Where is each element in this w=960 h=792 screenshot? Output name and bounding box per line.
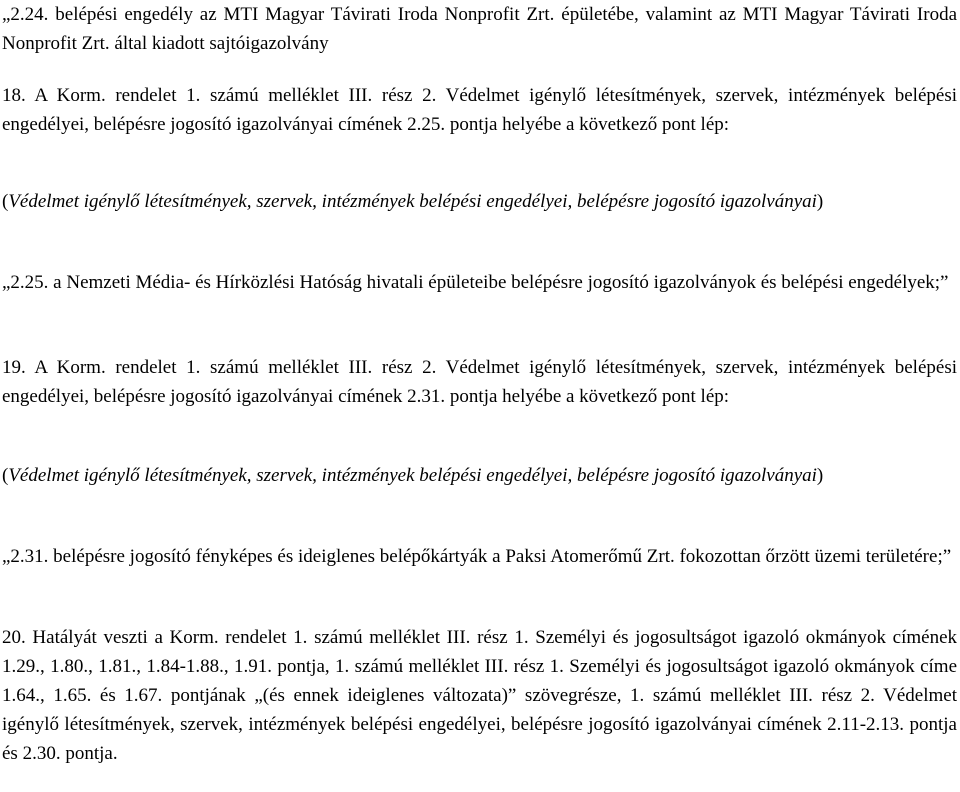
italic-heading-text: Védelmet igénylő létesítmények, szervek, intézmények belépési engedélyei, belépésre jogosító igazolványai: [8, 191, 817, 212]
paragraph-section-19: 19. A Korm. rendelet 1. számú melléklet III. rész 2. Védelmet igénylő létesítmények, szervek, intézmények belépési engedélyei, belépésre jogosító igazolványai címének 2.31. pontja helyébe a következő pont lép:: [2, 357, 957, 407]
paragraph-heading-reference-1: [2, 187, 823, 216]
paragraph-section-18: 18. A Korm. rendelet 1. számú melléklet III. rész 2. Védelmet igénylő létesítmények, szervek, intézmények belépési engedélyei, belépésre jogosító igazolványai címének 2.25. pontja helyébe a következő pont lép:: [2, 85, 957, 135]
paragraph-2-25: „2.25. a Nemzeti Média- és Hírközlési Hatóság hivatali épületeibe belépésre jogosító igazolványok és belépési engedélyek;”: [2, 272, 949, 293]
paragraph-2-31: „2.31. belépésre jogosító fényképes és ideiglenes belépőkártyák a Paksi Atomerőmű Zrt. fokozottan őrzött üzemi területére;”: [2, 546, 952, 567]
paragraph-section-20: 20. Hatályát veszti a Korm. rendelet 1. számú melléklet III. rész 1. Személyi és jogosultságot igazoló okmányok címének 1.29., 1.80., 1.81., 1.84-1.88., 1.91. pontja, 1. számú melléklet III. rész 1. Személyi és jogosultságot igazoló okmányok címe 1.64., 1.65. és 1.67. pontjának „(és ennek ideiglenes változata)” szövegrésze, 1. számú melléklet III. rész 2. Védelmet igénylő létesítmények, szervek, intézmények belépési engedélyei, belépésre jogosító igazolványai címének 2.11-2.13. pontja és 2.30. pontja.: [2, 627, 957, 764]
open-paren: (: [2, 465, 9, 486]
paragraph-heading-reference-2: [2, 461, 823, 490]
paragraph-2-24: „2.24. belépési engedély az MTI Magyar Távirati Iroda Nonprofit Zrt. épületébe, valamint az MTI Magyar Távirati Iroda Nonprofit Zrt. által kiadott sajtóigazolvány: [2, 4, 957, 54]
italic-heading-text: Védelmet igénylő létesítmények, szervek, intézmények belépési engedélyei, belépésre jogosító igazolványai: [8, 465, 817, 486]
close-paren: ): [816, 191, 824, 212]
open-paren: (: [2, 191, 9, 212]
close-paren: ): [816, 465, 824, 486]
